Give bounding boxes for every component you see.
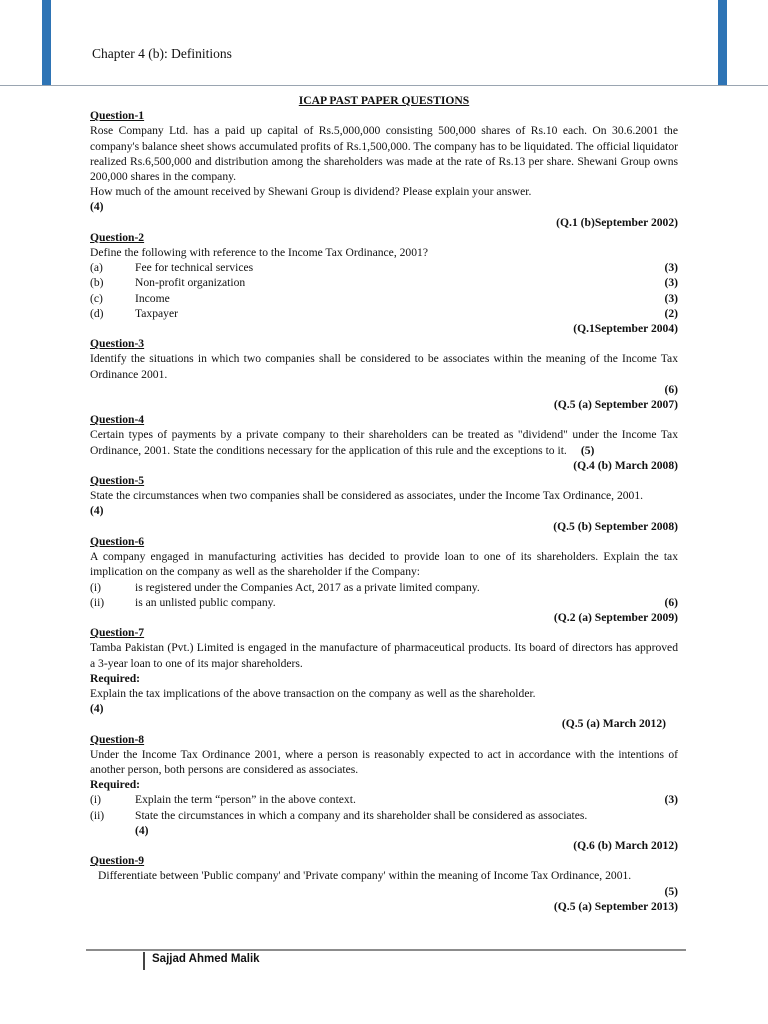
item-marks: (6) xyxy=(664,595,678,609)
item-label: (a) xyxy=(90,261,103,275)
question-2-intro: Define the following with reference to the Income Tax Ordinance, 2001? xyxy=(90,246,428,260)
item-text: Fee for technical services xyxy=(135,261,254,275)
item-label: (ii) xyxy=(90,808,105,822)
question-5-body: State the circumstances when two companies shall be considered as associates, under the Income Tax Ordinance, 2001. xyxy=(90,489,644,503)
footer-author: Sajjad Ahmed Malik xyxy=(152,953,260,965)
footer-rule xyxy=(86,949,686,951)
item-text: Taxpayer xyxy=(135,306,178,320)
question-7-heading: Question-7 xyxy=(90,626,145,640)
header-accent-bar-right xyxy=(718,0,727,86)
list-item xyxy=(90,275,678,290)
item-marks: (3) xyxy=(664,276,678,290)
list-item xyxy=(90,595,678,610)
question-4-ref: (Q.4 (b) March 2008) xyxy=(573,458,678,472)
page-content xyxy=(90,93,678,914)
question-1-marks: (4) xyxy=(90,200,104,214)
footer-divider xyxy=(143,952,145,970)
question-4-body xyxy=(90,427,678,457)
question-6-ref: (Q.2 (a) September 2009) xyxy=(553,610,678,624)
item-text: is registered under the Companies Act, 2017 as a private limited company. xyxy=(135,580,480,594)
list-item xyxy=(90,306,678,321)
question-6-body: A company engaged in manufacturing activities has decided to provide loan to one of its shareholders. Explain the tax implication on the company as well as the shareholder if the Company: xyxy=(90,550,678,579)
question-7-marks: (4) xyxy=(90,702,104,716)
question-4-heading: Question-4 xyxy=(90,413,145,427)
item-text: State the circumstances in which a company and its shareholder shall be considered as associates. xyxy=(135,808,588,822)
question-7-ref: (Q.5 (a) March 2012) xyxy=(561,717,666,731)
question-9-body: Differentiate between 'Public company' and 'Private company' within the meaning of Income Tax Ordinance, 2001. xyxy=(98,869,632,883)
question-8-ref: (Q.6 (b) March 2012) xyxy=(573,838,678,852)
question-8-heading: Question-8 xyxy=(90,732,145,746)
header-rule xyxy=(0,85,768,86)
item-text: is an unlisted public company. xyxy=(135,595,276,609)
list-item xyxy=(90,792,678,807)
question-4-text: Certain types of payments by a private company to their shareholders can be treated as "dividend" under the Income Tax Ordinance, 2001. State the conditions necessary for the application of this rule and the exceptions to it. xyxy=(90,428,678,457)
item-label: (d) xyxy=(90,306,104,320)
header-accent-bar-left xyxy=(42,0,51,86)
question-6-heading: Question-6 xyxy=(90,534,145,548)
item-label: (c) xyxy=(90,291,103,305)
question-5-heading: Question-5 xyxy=(90,474,145,488)
page-title: ICAP PAST PAPER QUESTIONS xyxy=(298,94,470,107)
item-label: (i) xyxy=(90,580,101,594)
list-item xyxy=(90,808,678,823)
question-7-task: Explain the tax implications of the above transaction on the company as well as the shareholder. xyxy=(90,686,536,700)
item-text: Non-profit organization xyxy=(135,276,246,290)
item-marks: (3) xyxy=(664,291,678,305)
question-3-heading: Question-3 xyxy=(90,337,145,351)
question-7-body: Tamba Pakistan (Pvt.) Limited is engaged in the manufacture of pharmaceutical products. Its board of directors has approved a 3-year loan to one of its major shareholders. xyxy=(90,641,678,670)
question-9-heading: Question-9 xyxy=(90,854,145,868)
question-8-marks: (4) xyxy=(135,823,149,837)
item-text: Explain the term “person” in the above context. xyxy=(135,793,356,807)
question-5-marks: (4) xyxy=(90,504,104,518)
item-label: (ii) xyxy=(90,595,105,609)
question-8-required: Required: xyxy=(90,778,141,792)
chapter-title: Chapter 4 (b): Definitions xyxy=(92,46,232,61)
question-3-ref: (Q.5 (a) September 2007) xyxy=(553,398,678,412)
question-8-body: Under the Income Tax Ordinance 2001, where a person is reasonably expected to act in accordance with the intentions of another person, both persons are considered as associates. xyxy=(90,747,678,776)
question-7-required: Required: xyxy=(90,671,141,685)
item-marks: (2) xyxy=(664,306,678,320)
question-2-ref: (Q.1September 2004) xyxy=(573,322,678,336)
question-5-ref: (Q.5 (b) September 2008) xyxy=(553,519,678,533)
item-label: (b) xyxy=(90,276,104,290)
question-2-heading: Question-2 xyxy=(90,230,145,244)
item-marks: (3) xyxy=(664,261,678,275)
question-4-marks: (5) xyxy=(580,443,595,457)
question-9-ref: (Q.5 (a) September 2013) xyxy=(553,899,678,913)
question-3-marks: (6) xyxy=(664,382,678,396)
item-label: (i) xyxy=(90,793,101,807)
list-item xyxy=(90,260,678,275)
question-1-body: Rose Company Ltd. has a paid up capital of Rs.5,000,000 consisting 500,000 shares of Rs.10 each. On 30.6.2001 the company's balance sheet shows accumulated profits of Rs.1,500,000. The company has to be liquidated. The official liquidator realized Rs.6,500,000 and distribution among the shareholders was made at the rate of Rs.13 per share. Shewani Group owns 200,000 shares in the company. xyxy=(90,124,678,184)
item-text: Income xyxy=(135,291,170,305)
question-1-heading: Question-1 xyxy=(90,109,145,123)
list-item xyxy=(90,580,678,595)
item-marks: (3) xyxy=(664,793,678,807)
question-1-ref: (Q.1 (b)September 2002) xyxy=(556,215,678,229)
question-3-body: Identify the situations in which two companies shall be considered to be associates within the meaning of the Income Tax Ordinance 2001. xyxy=(90,352,678,381)
question-1-question: How much of the amount received by Shewani Group is dividend? Please explain your answer. xyxy=(90,185,532,199)
list-item xyxy=(90,291,678,306)
question-9-marks: (5) xyxy=(664,884,678,898)
